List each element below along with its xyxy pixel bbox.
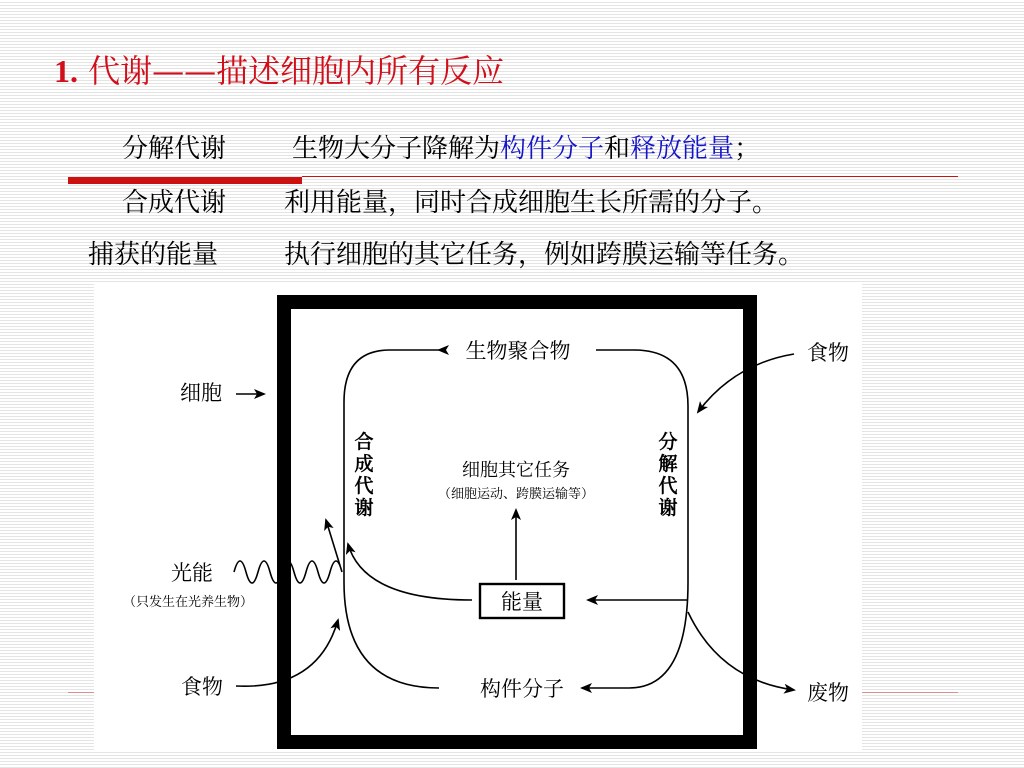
anabolism-term: 合成代谢 [122,188,227,218]
anabolism-line [122,182,778,219]
anabolism-desc: 利用能量，同时合成细胞生长所需的分子。 [284,188,779,218]
anabolism-char-2: 成 [354,453,374,475]
waste-out-arrow [688,612,794,690]
slide-title [54,46,504,92]
building-blocks-highlight: 构件分子 [500,134,605,164]
waste-label: 废物 [807,681,849,705]
cycle-bottom-right [582,582,688,688]
other-tasks-label: 细胞其它任务 [462,460,570,481]
metabolism-diagram [94,282,862,750]
energy-to-anabolism-arrow [348,544,472,600]
catabolism-and: 和 [604,134,631,164]
food-bottom-label: 食物 [181,675,223,699]
catabolism-char-3: 代 [658,475,678,497]
other-tasks-note: （细胞运动、跨膜运输等） [437,487,595,502]
light-label: 光能 [171,561,213,585]
anabolism-char-4: 谢 [354,497,374,519]
cell-label: 细胞 [180,381,222,405]
energy-label: 能量 [501,590,543,614]
anabolism-label [354,430,373,519]
energy-release-highlight: 释放能量 [630,134,735,164]
catabolism-char-2: 解 [658,453,678,475]
catabolism-desc-1: 生物大分子降解为 [292,134,501,164]
catabolism-label [658,430,677,519]
accent-line [302,176,958,177]
anabolism-char-3: 代 [354,475,374,497]
cell-wall [284,302,750,742]
food-in-label: 食物 [807,341,849,365]
light-note: （只发生在光养生物） [122,595,254,610]
building-blocks-label: 构件分子 [480,677,564,701]
biopolymer-label: 生物聚合物 [465,339,571,363]
catabolism-end: ； [734,134,761,164]
captured-energy-desc: 执行细胞的其它任务，例如跨膜运输等任务。 [284,240,805,270]
catabolism-char-1: 分 [658,431,678,453]
catabolism-line [122,128,760,165]
catabolism-term: 分解代谢 [122,134,227,164]
cycle-bottom-left [344,582,439,688]
anabolism-char-1: 合 [354,431,374,453]
catabolism-char-4: 谢 [658,497,678,519]
captured-energy-term: 捕获的能量 [88,240,219,270]
captured-energy-line [88,234,804,271]
title-text: 代谢——描述细胞内所有反应 [88,52,505,90]
title-number: 1. [54,53,78,89]
